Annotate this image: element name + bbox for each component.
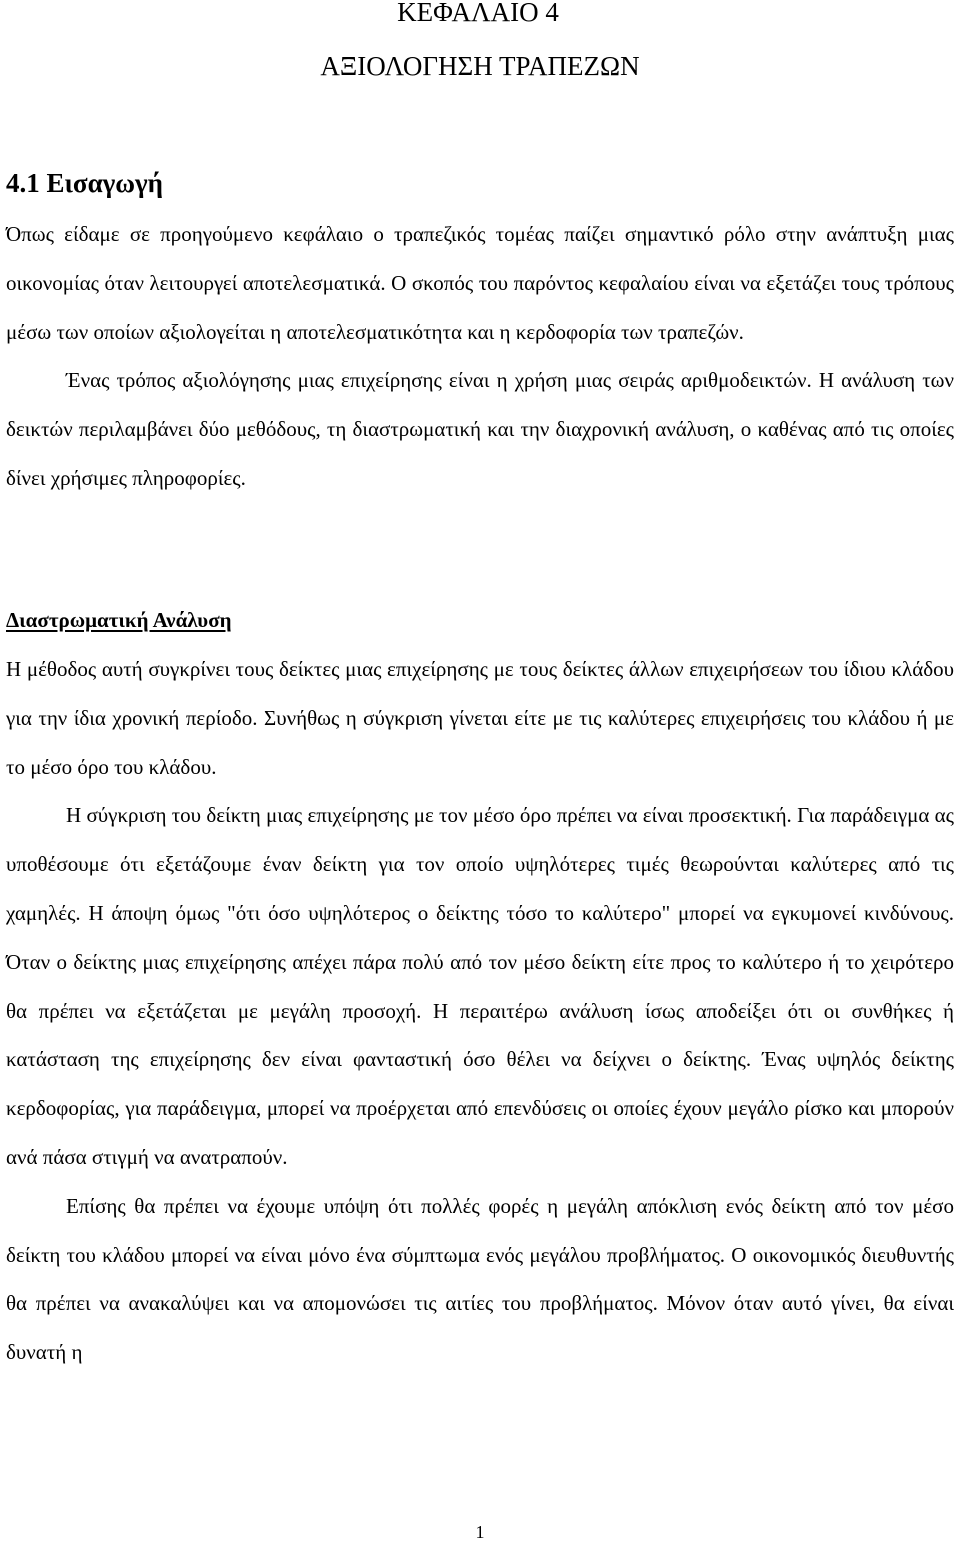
introduction-body — [6, 210, 954, 503]
analysis-paragraph: Η μέθοδος αυτή συγκρίνει τους δείκτες μιας επιχείρησης με τους δείκτες άλλων επιχειρήσεων του ίδιου κλάδου για την ίδια χρονική περίοδο. Συνήθως η σύγκριση γίνεται είτε με τις καλύτερες επιχειρήσεις του κλάδου ή με το μέσο όρο του κλάδου. — [6, 657, 954, 779]
analysis-paragraph: Η σύγκριση του δείκτη μιας επιχείρησης με τον μέσο όρο πρέπει να είναι προσεκτική. Για παράδειγμα ας υποθέσουμε ότι εξετάζουμε έναν δείκτη για τον οποίο υψηλότερες τιμές θεωρούνται καλύτερες από τις χαμηλές. Η άποψη όμως "ότι όσο υψηλότερος ο δείκτης τόσο το καλύτερο" μπορεί να εγκυμονεί κινδύνους. Όταν ο δείκτης μιας επιχείρησης απέχει πάρα πολύ από τον μέσο δείκτη είτε προς το καλύτερο ή το χειρότερο θα πρέπει να εξετάζεται με μεγάλη προσοχή. Η περαιτέρω ανάλυση ίσως αποδείξει ότι οι συνθήκες ή κατάσταση της επιχείρησης δεν είναι φανταστική όσο θέλει να δείχνει ο δείκτης. Ένας υψηλός δείκτης κερδοφορίας, για παράδειγμα, μπορεί να προέρχεται από επενδύσεις οι οποίες έχουν μεγάλο ρίσκο και μπορούν ανά πάσα στιγμή να ανατραπούν. — [6, 803, 954, 1169]
intro-paragraph: Όπως είδαμε σε προηγούμενο κεφάλαιο ο τραπεζικός τομέας παίζει σημαντικό ρόλο στην ανάπτυξη μιας οικονομίας όταν λειτουργεί αποτελεσματικά. Ο σκοπός του παρόντος κεφαλαίου είναι να εξετάζει τους τρόπους μέσω των οποίων αξιολογείται η αποτελεσματικότητα και η κερδοφορία των τραπεζών. — [6, 222, 954, 344]
chapter-title: ΑΞΙΟΛΟΓΗΣΗ ΤΡΑΠΕΖΩΝ — [320, 51, 640, 81]
page-number: 1 — [475, 1522, 485, 1542]
intro-paragraph: Ένας τρόπος αξιολόγησης μιας επιχείρησης είναι η χρήση μιας σειράς αριθμοδεικτών. Η ανάλυση των δεικτών περιλαμβάνει δύο μεθόδους, τη διαστρωματική και την διαχρονική ανάλυση, ο καθένας από τις οποίες δίνει χρήσιμες πληροφορίες. — [6, 368, 954, 490]
chapter-number: ΚΕΦΑΛΑΙΟ 4 — [397, 0, 559, 27]
cross-sectional-analysis-body — [6, 645, 954, 1377]
section-heading: 4.1 Εισαγωγή — [6, 168, 163, 198]
subsection-heading — [6, 603, 232, 637]
analysis-paragraph: Επίσης θα πρέπει να έχουμε υπόψη ότι πολλές φορές η μεγάλη απόκλιση ενός δείκτη από τον μέσο δείκτη του κλάδου μπορεί να είναι μόνο ένα σύμπτωμα ενός μεγάλου προβλήματος. Ο οικονομικός διευθυντής θα πρέπει να ανακαλύψει και να απομονώσει τις αιτίες του προβλήματος. Μόνον όταν αυτό γίνει, θα είναι δυνατή η — [6, 1193, 954, 1365]
subsection-heading-text: Διαστρωματική Ανάλυση — [6, 608, 232, 632]
